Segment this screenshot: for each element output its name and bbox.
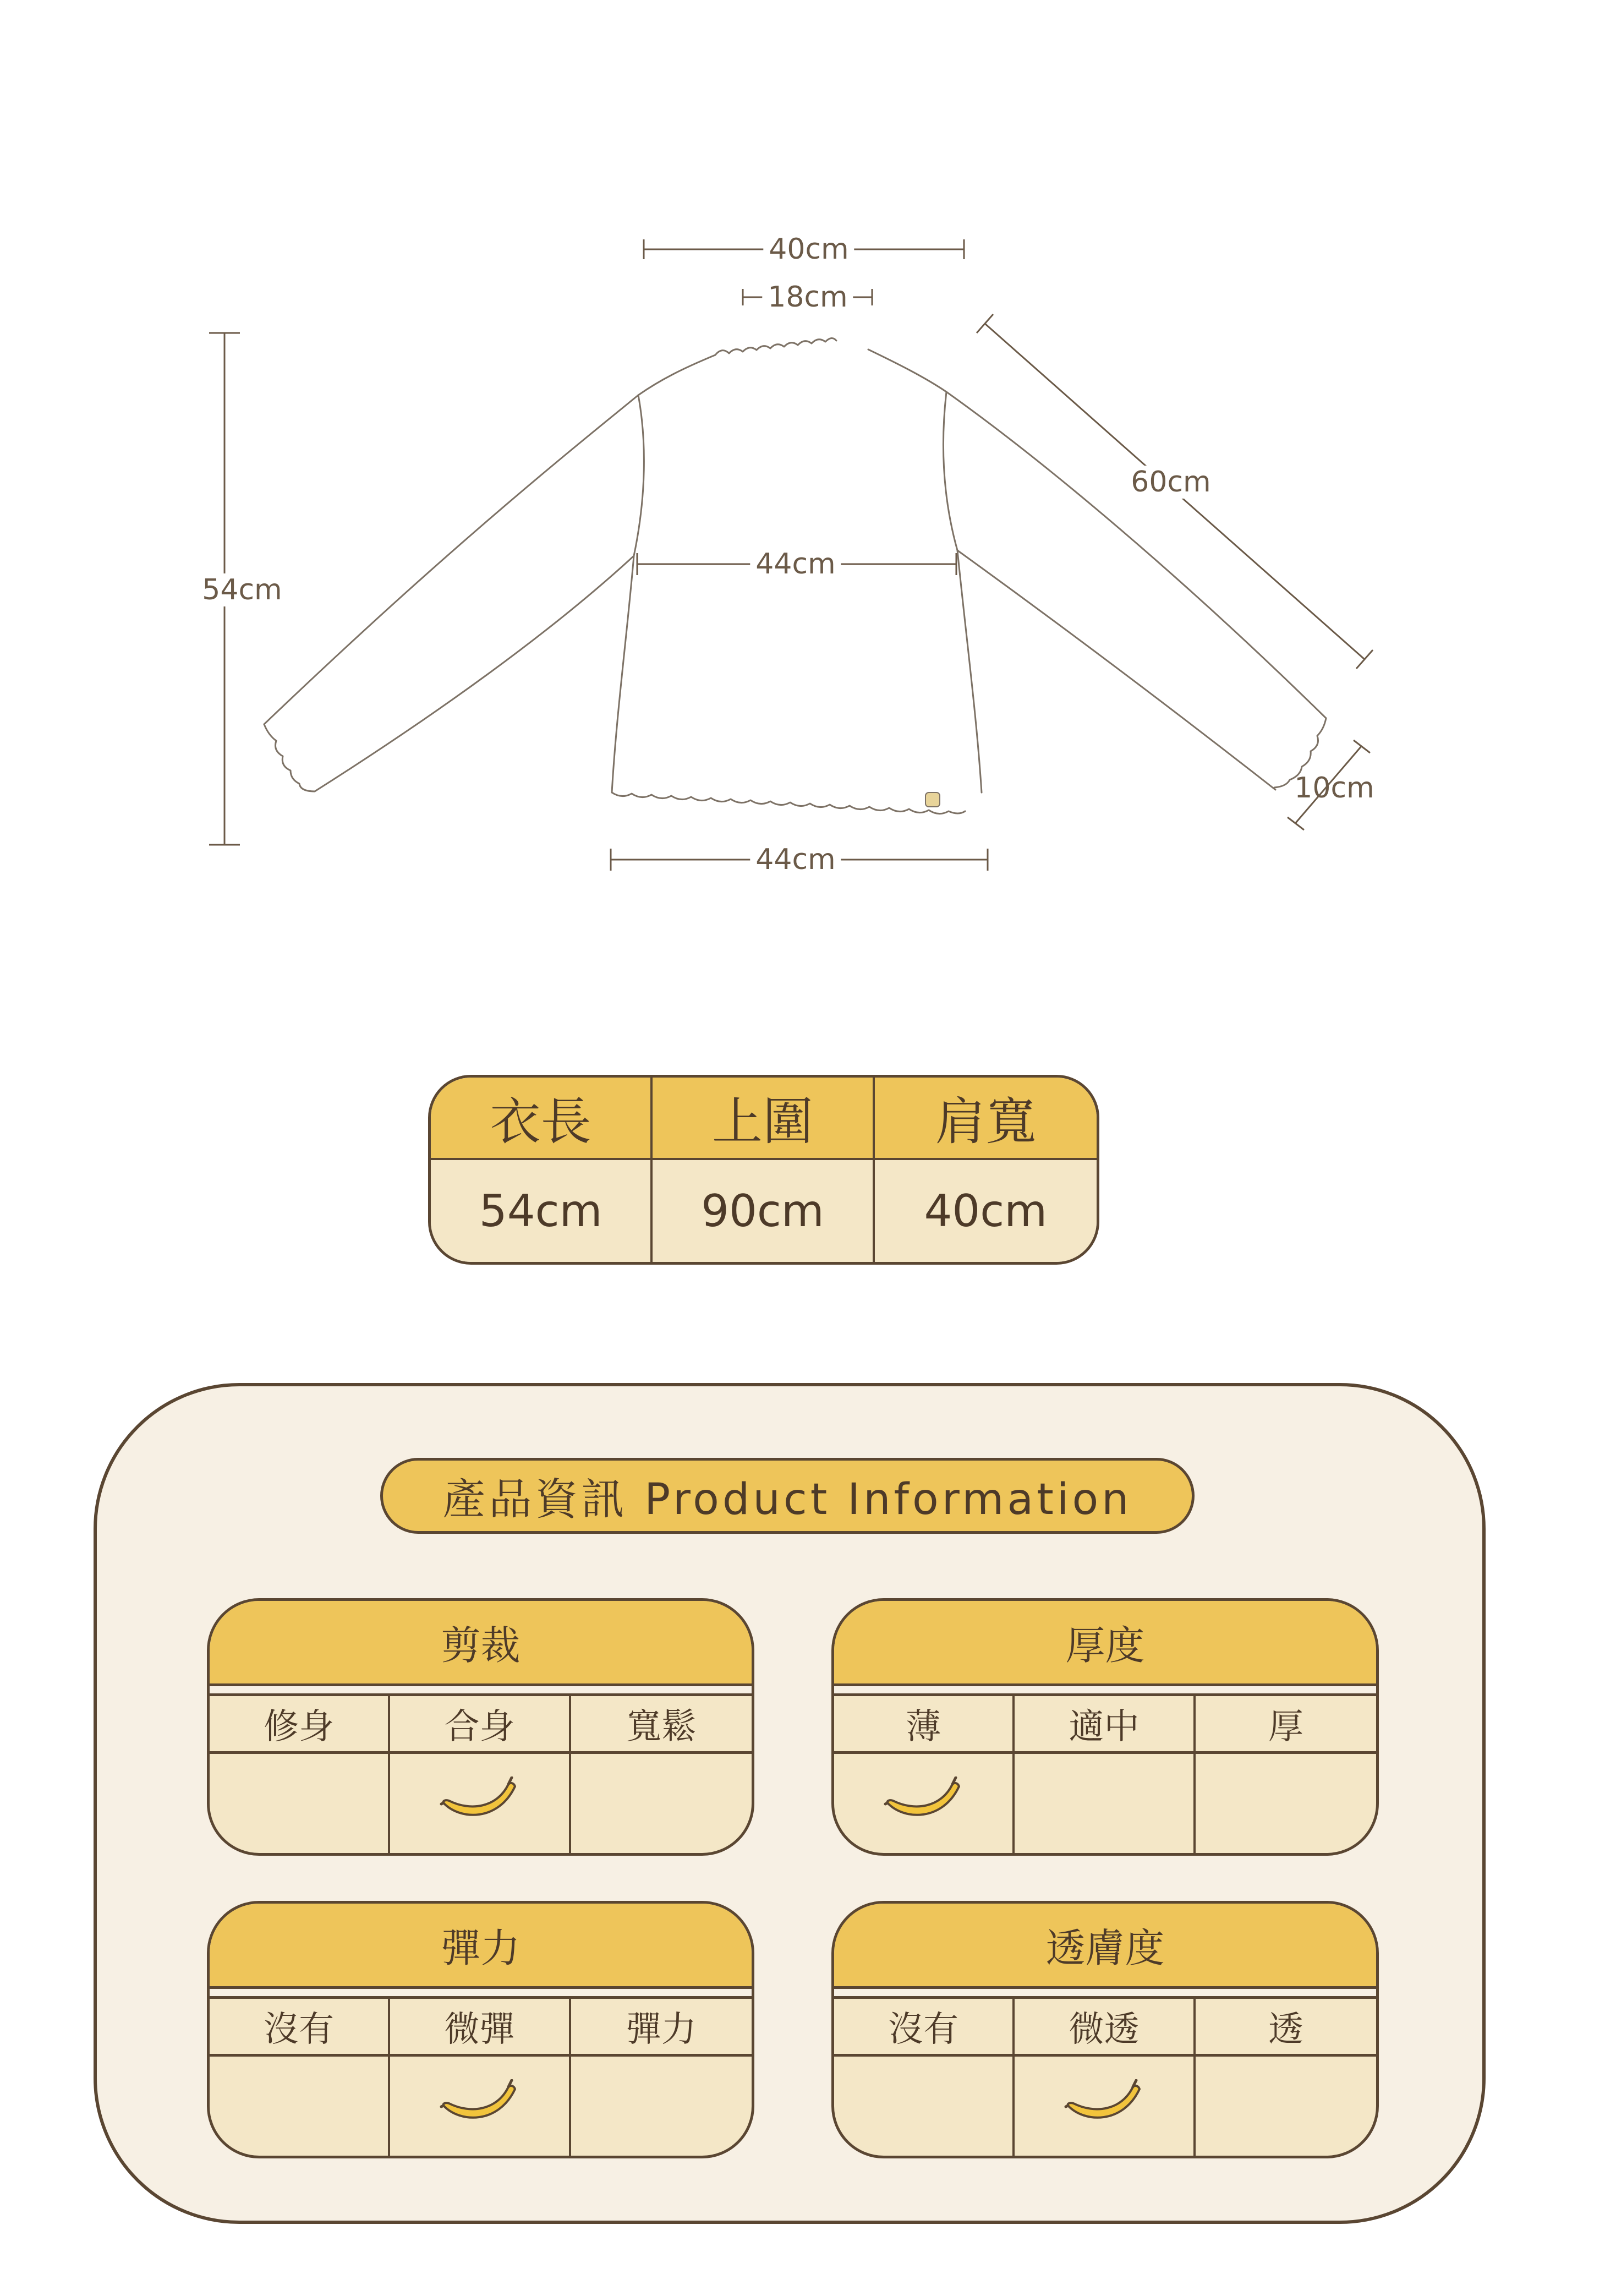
- marker-cell: [390, 2057, 571, 2158]
- option-label: 合身: [390, 1696, 571, 1751]
- marker-row: [210, 1754, 752, 1856]
- option-label: 透: [1268, 2009, 1303, 2050]
- marker-cell: [210, 1754, 390, 1856]
- option-label: 寬鬆: [626, 1707, 697, 1747]
- size-header-length: 衣長: [431, 1078, 653, 1160]
- marker-row: [834, 1754, 1376, 1856]
- option-label: 彈力: [626, 2009, 697, 2050]
- product-info-panel: [94, 1383, 1486, 2224]
- size-value-shoulder: 40cm: [875, 1160, 1097, 1262]
- size-header-shoulder: 肩寬: [875, 1078, 1097, 1160]
- size-header-chest: 上圍: [653, 1078, 874, 1160]
- marker-row: [210, 2057, 752, 2158]
- banana-icon: [1062, 2079, 1145, 2136]
- card-title: 彈力: [210, 1904, 752, 1989]
- cuff-width-label: 10cm: [1294, 772, 1374, 805]
- marker-cell: [1015, 2057, 1195, 2158]
- card-title: 厚度: [834, 1601, 1376, 1686]
- marker-cell: [390, 1754, 571, 1856]
- garment-diagram: [0, 0, 1605, 936]
- label-tag: [925, 792, 940, 807]
- sleeve-length-label: 60cm: [1125, 466, 1216, 499]
- chest-width-label: 44cm: [750, 548, 841, 581]
- option-label: 適中: [1015, 1696, 1195, 1751]
- banana-icon: [882, 1776, 965, 1834]
- size-value-chest: 90cm: [653, 1160, 874, 1262]
- option-label: 微透: [1015, 1999, 1195, 2054]
- marker-cell: [210, 2057, 390, 2158]
- option-row: [834, 1999, 1376, 2057]
- size-value-length: 54cm: [431, 1160, 653, 1262]
- shoulder-width-label: 40cm: [763, 233, 854, 266]
- card-divider: [834, 1686, 1376, 1696]
- marker-cell: [1196, 1754, 1376, 1856]
- option-row: [834, 1696, 1376, 1754]
- card-title: 透膚度: [834, 1904, 1376, 1989]
- marker-cell: [834, 2057, 1015, 2158]
- body-length-label: 54cm: [196, 573, 287, 606]
- banana-icon: [438, 1776, 521, 1834]
- hem-width-label: 44cm: [750, 843, 841, 876]
- card-divider: [834, 1989, 1376, 1999]
- size-table: [428, 1075, 1099, 1265]
- banana-icon: [438, 2079, 521, 2136]
- option-label: 薄: [834, 1696, 1015, 1751]
- marker-cell: [571, 2057, 752, 2158]
- marker-cell: [571, 1754, 752, 1856]
- card-title: 剪裁: [210, 1601, 752, 1686]
- neck-width-label: 18cm: [762, 281, 853, 314]
- marker-row: [834, 2057, 1376, 2158]
- product-info-title: 產品資訊 Product Information: [380, 1458, 1195, 1534]
- option-row: [210, 1696, 752, 1754]
- card-elasticity: [207, 1901, 754, 2158]
- option-row: [210, 1999, 752, 2057]
- option-label: 沒有: [210, 1999, 390, 2054]
- card-cut: [207, 1598, 754, 1856]
- marker-cell: [1015, 1754, 1195, 1856]
- option-label: 沒有: [834, 1999, 1015, 2054]
- card-sheerness: [831, 1901, 1379, 2158]
- marker-cell: [834, 1754, 1015, 1856]
- option-label: 厚: [1268, 1707, 1303, 1747]
- card-thickness: [831, 1598, 1379, 1856]
- option-label: 修身: [210, 1696, 390, 1751]
- card-divider: [210, 1686, 752, 1696]
- marker-cell: [1196, 2057, 1376, 2158]
- option-label: 微彈: [390, 1999, 571, 2054]
- card-divider: [210, 1989, 752, 1999]
